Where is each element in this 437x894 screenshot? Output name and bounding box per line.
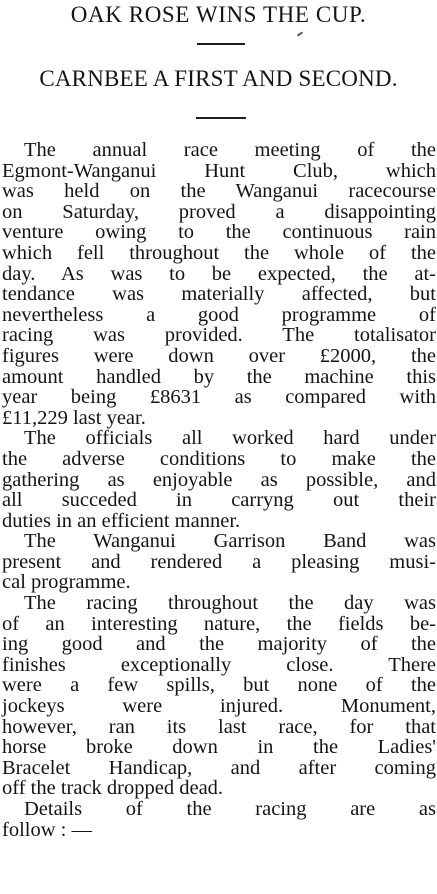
headline-rule bbox=[196, 117, 246, 119]
article-line: The racing throughout the day was bbox=[24, 592, 436, 615]
article-line: Egmont-Wanganui Hunt Club, which bbox=[2, 159, 436, 182]
article-body bbox=[2, 140, 436, 840]
article-line: day. As was to be expected, the at- bbox=[2, 262, 436, 285]
article-line: The Wanganui Garrison Band was bbox=[24, 530, 436, 553]
article-line: venture owing to the continuous rain bbox=[2, 221, 436, 244]
article-line: cal programme. bbox=[2, 571, 131, 594]
article-line: off the track dropped dead. bbox=[2, 777, 224, 800]
article-line: amount handled by the machine this bbox=[2, 365, 436, 388]
article-line: Bracelet Handicap, and after coming bbox=[2, 756, 436, 779]
article-paragraph bbox=[2, 140, 436, 428]
article-line: finishes exceptionally close. There bbox=[2, 653, 436, 676]
article-paragraph bbox=[2, 593, 436, 799]
headline-primary: OAK ROSE WINS THE CUP. bbox=[70, 2, 367, 27]
headline-rule bbox=[197, 43, 245, 45]
article-line: was held on the Wanganui racecourse bbox=[2, 180, 436, 203]
article-line: all succeded in carryng out their bbox=[2, 489, 436, 512]
article-line: jockeys were injured. Monument, bbox=[2, 695, 436, 718]
article-line: The annual race meeting of the bbox=[24, 139, 436, 161]
article-line: The officials all worked hard under bbox=[24, 427, 436, 450]
article-line: nevertheless a good programme of bbox=[2, 303, 436, 326]
article-line: racing was provided. The totalisator bbox=[2, 324, 436, 347]
article-line: present and rendered a pleasing musi- bbox=[2, 550, 436, 573]
article-line: figures were down over £2000, the bbox=[2, 344, 436, 367]
article-line: Details of the racing are as bbox=[24, 798, 436, 820]
article-line: ing good and the majority of the bbox=[2, 633, 436, 656]
article-line: duties in an efficient manner. bbox=[2, 509, 241, 532]
article-line: tendance was materially affected, but bbox=[2, 283, 436, 306]
article-line: which fell throughout the whole of the bbox=[2, 241, 436, 264]
headline-secondary: CARNBEE A FIRST AND SECOND. bbox=[39, 66, 398, 91]
article-line: follow : — bbox=[2, 818, 92, 841]
article-line: year being £8631 as compared with bbox=[2, 386, 436, 409]
article-paragraph bbox=[2, 799, 436, 840]
article-line: gathering as enjoyable as possible, and bbox=[2, 468, 436, 491]
article-line: the adverse conditions to make the bbox=[2, 447, 436, 470]
article-line: horse broke down in the Ladies' bbox=[2, 736, 436, 759]
article-paragraph bbox=[2, 428, 436, 531]
article-line: however, ran its last race, for that bbox=[2, 715, 436, 738]
print-speck bbox=[297, 31, 303, 36]
article-line: were a few spills, but none of the bbox=[2, 674, 436, 697]
article-paragraph bbox=[2, 531, 436, 593]
article-line: of an interesting nature, the fields be- bbox=[2, 612, 436, 635]
article-line: £11,229 last year. bbox=[2, 406, 146, 429]
article-line: on Saturday, proved a disappointing bbox=[2, 200, 436, 223]
